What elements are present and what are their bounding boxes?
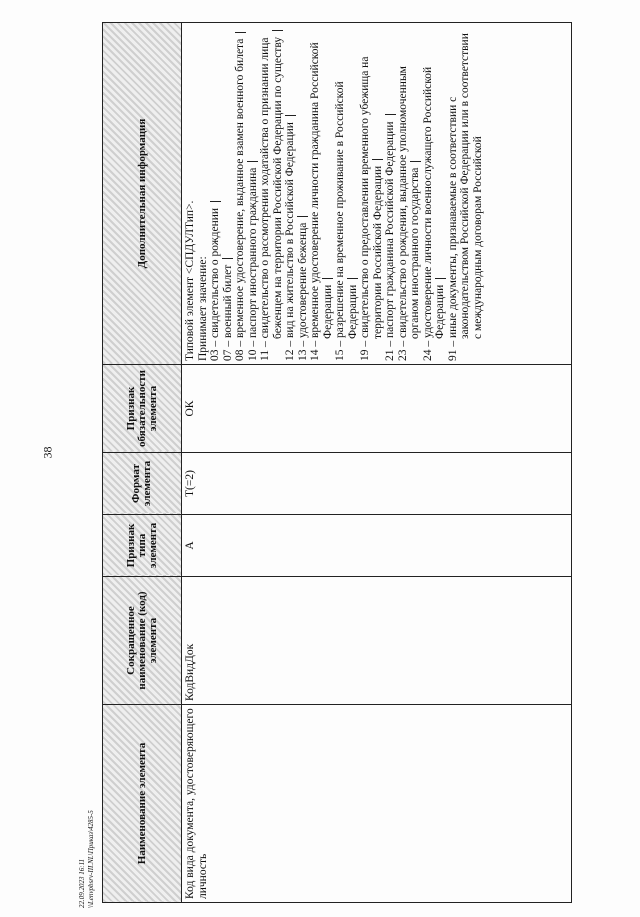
cell-additional-info (182, 23, 572, 365)
info-line: Типовой элемент <СПДУЛТип>. (184, 200, 196, 361)
list-item: 12 – вид на жительство в Российской Федерации (284, 122, 296, 361)
header-element-name: Наименование элемента (103, 705, 182, 903)
list-item: 08 – временное удостоверение, выданное взамен военного билета (234, 38, 246, 361)
header-element-format: Формат элемента (103, 453, 182, 515)
header-additional-info: Дополнительная информация (103, 23, 182, 365)
list-item: 23 – свидетельство о рождении, выданное уполномоченным органом иностранного государства (396, 66, 421, 361)
cell-element-code: КодВидДок (182, 577, 572, 705)
cell-element-type: А (182, 515, 572, 577)
footer-stamp (78, 748, 96, 908)
footer-timestamp: 22.09.2023 16:11 (78, 858, 86, 908)
elements-table (102, 22, 572, 903)
list-item: 07 – военный билет (221, 264, 234, 361)
list-item: 24 – удостоверение личности военнослужащего Российской Федерации (421, 66, 446, 361)
table-row (182, 23, 572, 903)
list-item: 15 – разрешение на временное проживание в Российской Федерации (334, 81, 359, 361)
list-item: 03 – свидетельство о рождении (209, 207, 221, 361)
header-element-required: Признак обязательности элемента (103, 365, 182, 453)
cell-element-required: ОК (182, 365, 572, 453)
list-item: 91 – иные документы, признаваемые в соответствии с законодательством Российской Федерации или в соответствии с международным договорам Российской (446, 33, 484, 361)
cell-element-name: Код вида документа, удостоверяющего личность (182, 705, 572, 903)
list-item: 11 – свидетельство о рассмотрении ходатайства о признании лица беженцем на территории Российской Федерации по существу (259, 36, 284, 361)
header-element-type: Признак типа элемента (103, 515, 182, 577)
list-item: 19 – свидетельство о предоставлении временного убежища на территории Российской Федерации (359, 56, 384, 361)
header-element-code: Сокращенное наименование (код) элемента (103, 577, 182, 705)
footer-path: \\Lenvpbsrv-III.NL\Приказ\4285-5 (87, 810, 95, 908)
rotated-table-container (102, 23, 572, 903)
list-item: 10 – паспорт иностранного гражданина (246, 167, 259, 361)
table-header-row (103, 23, 182, 903)
info-line: Принимает значение: (196, 256, 209, 361)
cell-element-format: T(=2) (182, 453, 572, 515)
page-number: 38 (40, 446, 55, 459)
list-item: 21 – паспорт гражданина Российской Федерации (384, 121, 396, 361)
list-item: 13 – удостоверение беженца (296, 222, 309, 361)
list-item: 14 – временное удостоверение личности гражданина Российской Федерации (309, 42, 334, 361)
